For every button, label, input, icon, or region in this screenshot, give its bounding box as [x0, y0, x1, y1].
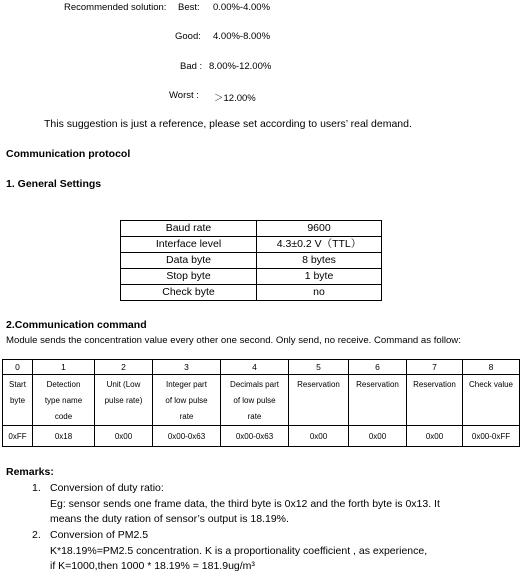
description-line: rate: [247, 412, 262, 421]
remarks-heading: Remarks:: [6, 466, 54, 478]
byte-description: [33, 375, 95, 426]
description-line: Unit (Low: [106, 380, 141, 389]
byte-description: [3, 375, 33, 426]
communication-protocol-heading: Communication protocol: [6, 148, 131, 160]
byte-description: [221, 375, 289, 426]
command-intro-text: Module sends the concentration value every other one second. Only send, no receive. Command as follow:: [6, 335, 461, 346]
column-header: 8: [463, 360, 520, 375]
table-header-row: [3, 360, 520, 375]
description-line: Detection: [46, 380, 81, 389]
byte-description: [95, 375, 153, 426]
column-header: 2: [95, 360, 153, 375]
table-row: [3, 375, 520, 426]
column-header: 3: [153, 360, 221, 375]
worst-label: Worst :: [169, 90, 199, 101]
table-row: [121, 253, 382, 269]
description-line: pulse rate): [104, 396, 143, 405]
table-row: [121, 285, 382, 301]
good-value: 4.00%-8.00%: [213, 31, 271, 42]
column-header: 7: [407, 360, 463, 375]
remark-1-line-2: means the duty ration of sensor’s output is 18.19%.: [50, 513, 289, 525]
description-line: byte: [9, 396, 26, 405]
setting-value: 9600: [257, 221, 382, 237]
description-line: Start: [9, 380, 26, 389]
command-table: [2, 359, 520, 447]
column-header: 0: [3, 360, 33, 375]
description-line: rate: [179, 412, 194, 421]
description-line: Decimals part: [230, 380, 279, 389]
byte-value: 0x00-0xFF: [463, 426, 520, 447]
setting-name: Check byte: [121, 285, 257, 301]
best-value: 0.00%-4.00%: [213, 2, 271, 13]
byte-description: [463, 375, 520, 426]
description-line: code: [54, 412, 73, 421]
byte-value: 0x18: [33, 426, 95, 447]
setting-value: no: [257, 285, 382, 301]
setting-value: 8 bytes: [257, 253, 382, 269]
byte-value: 0x00: [289, 426, 349, 447]
byte-value: 0x00-0x63: [221, 426, 289, 447]
setting-name: Baud rate: [121, 221, 257, 237]
best-label: Best:: [178, 2, 200, 13]
description-line: Reservation: [413, 380, 456, 389]
general-settings-table: [120, 220, 382, 301]
column-header: 1: [33, 360, 95, 375]
remark-1-line-1: Eg: sensor sends one frame data, the third byte is 0x12 and the forth byte is 0x13. It: [50, 498, 440, 510]
byte-description: [153, 375, 221, 426]
column-header: 4: [221, 360, 289, 375]
description-line: Check value: [468, 380, 514, 389]
description-line: of low pulse: [233, 396, 276, 405]
setting-name: Interface level: [121, 237, 257, 253]
setting-name: Data byte: [121, 253, 257, 269]
table-row: [121, 237, 382, 253]
description-line: Reservation: [297, 380, 340, 389]
description-line: Integer part: [166, 380, 207, 389]
byte-value: 0x00: [95, 426, 153, 447]
byte-value: 0xFF: [3, 426, 33, 447]
bad-label: Bad :: [180, 61, 203, 72]
remark-1-number: 1.: [32, 482, 41, 494]
communication-command-heading: 2.Communication command: [6, 319, 147, 331]
remark-2-title: Conversion of PM2.5: [50, 529, 149, 541]
table-row: [121, 269, 382, 285]
setting-value: 4.3±0.2 V（TTL）: [257, 237, 382, 253]
general-settings-heading: 1. General Settings: [6, 178, 102, 190]
byte-value: 0x00: [349, 426, 407, 447]
byte-description: [349, 375, 407, 426]
byte-description: [289, 375, 349, 426]
remark-1-title: Conversion of duty ratio:: [50, 482, 164, 494]
remark-2-number: 2.: [32, 529, 41, 541]
bad-value: 8.00%-12.00%: [209, 61, 272, 72]
remark-2-line-2: if K=1000,then 1000 * 18.19% = 181.9ug/m³: [50, 560, 255, 572]
table-row: [3, 426, 520, 447]
setting-name: Stop byte: [121, 269, 257, 285]
description-line: Reservation: [356, 380, 399, 389]
byte-value: 0x00-0x63: [153, 426, 221, 447]
column-header: 5: [289, 360, 349, 375]
description-line: type name: [44, 396, 83, 405]
table-row: [121, 221, 382, 237]
setting-value: 1 byte: [257, 269, 382, 285]
remark-2-line-1: K*18.19%=PM2.5 concentration. K is a proportionality coefficient , as experience,: [50, 545, 428, 557]
description-line: of low pulse: [165, 396, 208, 405]
suggestion-text: This suggestion is just a reference, please set according to users’ real demand.: [44, 118, 412, 130]
worst-value: ＞12.00%: [214, 93, 256, 104]
recommended-label: Recommended solution:: [64, 2, 167, 13]
byte-description: [407, 375, 463, 426]
byte-value: 0x00: [407, 426, 463, 447]
column-header: 6: [349, 360, 407, 375]
good-label: Good:: [175, 31, 201, 42]
